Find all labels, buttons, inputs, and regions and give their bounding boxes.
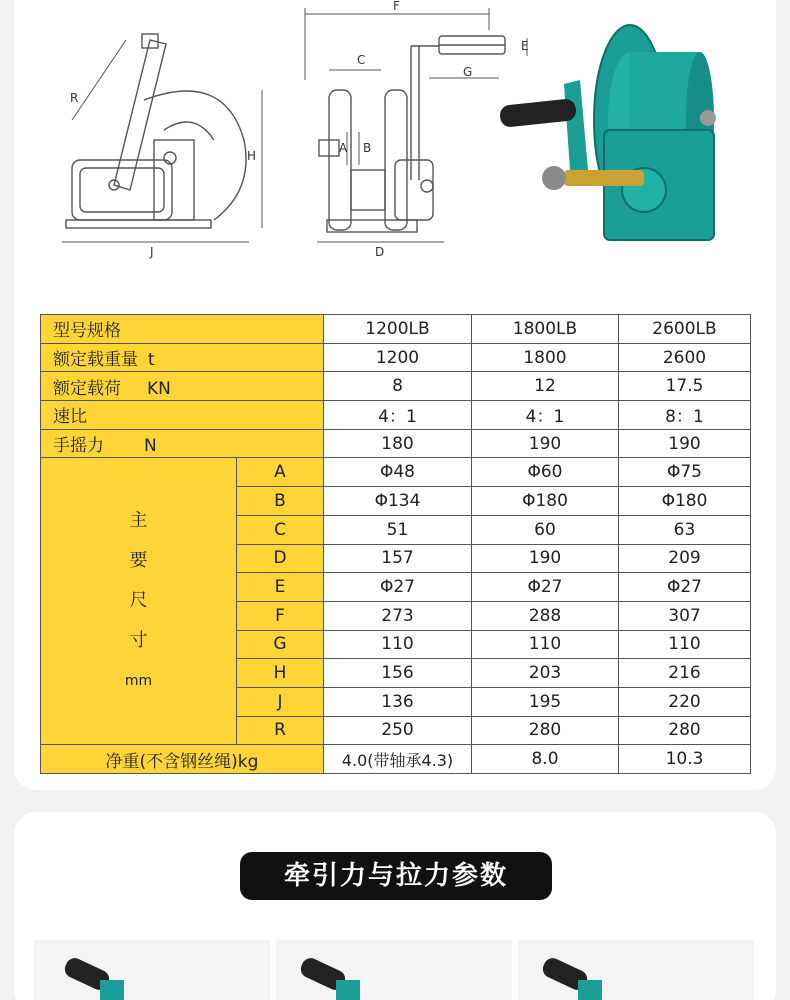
value-cell: 8：1 [619, 401, 751, 430]
value-cell: 110 [324, 630, 472, 659]
row-label: 额定载重量 t [41, 343, 324, 372]
dim-label-f: F [393, 0, 400, 13]
value-cell: Φ180 [472, 487, 619, 516]
product-thumbnail [34, 940, 270, 1000]
value-cell: 190 [472, 544, 619, 573]
dimension-key: C [237, 515, 324, 544]
value-cell: Φ60 [472, 458, 619, 487]
value-cell: 156 [324, 659, 472, 688]
dimension-key: J [237, 687, 324, 716]
value-cell: 2600 [619, 343, 751, 372]
weight-row [41, 745, 751, 774]
table-header-row [41, 315, 751, 344]
value-cell: 216 [619, 659, 751, 688]
value-cell: 51 [324, 515, 472, 544]
table-row [41, 429, 751, 458]
table-row [41, 343, 751, 372]
table-row [41, 401, 751, 430]
value-cell: 288 [472, 601, 619, 630]
dim-label-a: A [339, 141, 348, 155]
dimension-key: H [237, 659, 324, 688]
technical-drawings [14, 0, 776, 280]
value-cell: 273 [324, 601, 472, 630]
value-cell: 12 [472, 372, 619, 401]
value-cell: Φ27 [472, 573, 619, 602]
dimension-key: E [237, 573, 324, 602]
value-cell: 110 [472, 630, 619, 659]
value-cell: Φ134 [324, 487, 472, 516]
model-cell: 2600LB [619, 315, 751, 344]
value-cell: 10.3 [619, 745, 751, 774]
value-cell: Φ27 [619, 573, 751, 602]
model-cell: 1800LB [472, 315, 619, 344]
value-cell: 63 [619, 515, 751, 544]
value-cell: 190 [619, 429, 751, 458]
dim-label-e: E [521, 39, 529, 53]
dimension-key: R [237, 716, 324, 745]
dimension-key: F [237, 601, 324, 630]
row-label: 速比 [41, 401, 324, 430]
value-cell: 250 [324, 716, 472, 745]
weight-label: 净重(不含钢丝绳)kg [41, 745, 324, 774]
value-cell: 203 [472, 659, 619, 688]
side-view-drawing [54, 30, 274, 260]
dimension-key: B [237, 487, 324, 516]
value-cell: 4：1 [324, 401, 472, 430]
dim-label-h: H [247, 149, 257, 163]
value-cell: Φ27 [324, 573, 472, 602]
dim-label-d: D [375, 245, 385, 259]
value-cell: Φ75 [619, 458, 751, 487]
dimension-row [41, 458, 751, 487]
row-label: 额定载荷 KN [41, 372, 324, 401]
value-cell: 60 [472, 515, 619, 544]
value-cell: 307 [619, 601, 751, 630]
dim-label-j: J [150, 245, 154, 259]
dim-label-b: B [363, 141, 372, 155]
value-cell: Φ180 [619, 487, 751, 516]
spec-table [40, 314, 751, 774]
value-cell: 190 [472, 429, 619, 458]
row-label: 手摇力 N [41, 429, 324, 458]
value-cell: 157 [324, 544, 472, 573]
winch-product-image [484, 20, 734, 250]
value-cell: 8.0 [472, 745, 619, 774]
value-cell: Φ48 [324, 458, 472, 487]
value-cell: 280 [472, 716, 619, 745]
value-cell: 4：1 [472, 401, 619, 430]
value-cell: 209 [619, 544, 751, 573]
value-cell: 136 [324, 687, 472, 716]
value-cell: 1200 [324, 343, 472, 372]
product-thumbnail [518, 940, 754, 1000]
value-cell: 8 [324, 372, 472, 401]
value-cell: 1800 [472, 343, 619, 372]
value-cell: 220 [619, 687, 751, 716]
dimension-key: G [237, 630, 324, 659]
value-cell: 17.5 [619, 372, 751, 401]
model-cell: 1200LB [324, 315, 472, 344]
dim-label-g: G [463, 65, 473, 79]
value-cell: 195 [472, 687, 619, 716]
value-cell: 110 [619, 630, 751, 659]
product-thumbnail [276, 940, 512, 1000]
dim-label-r: R [70, 91, 79, 105]
value-cell: 280 [619, 716, 751, 745]
value-cell: 180 [324, 429, 472, 458]
section-title: 牵引力与拉力参数 [240, 852, 552, 900]
dimension-key: A [237, 458, 324, 487]
dimension-key: D [237, 544, 324, 573]
dim-label-c: C [357, 53, 366, 67]
main-dimensions-label: 主 要 尺 寸 mm [41, 458, 237, 745]
value-cell: 4.0(带轴承4.3) [324, 745, 472, 774]
table-row [41, 372, 751, 401]
header-label: 型号规格 [41, 315, 324, 344]
